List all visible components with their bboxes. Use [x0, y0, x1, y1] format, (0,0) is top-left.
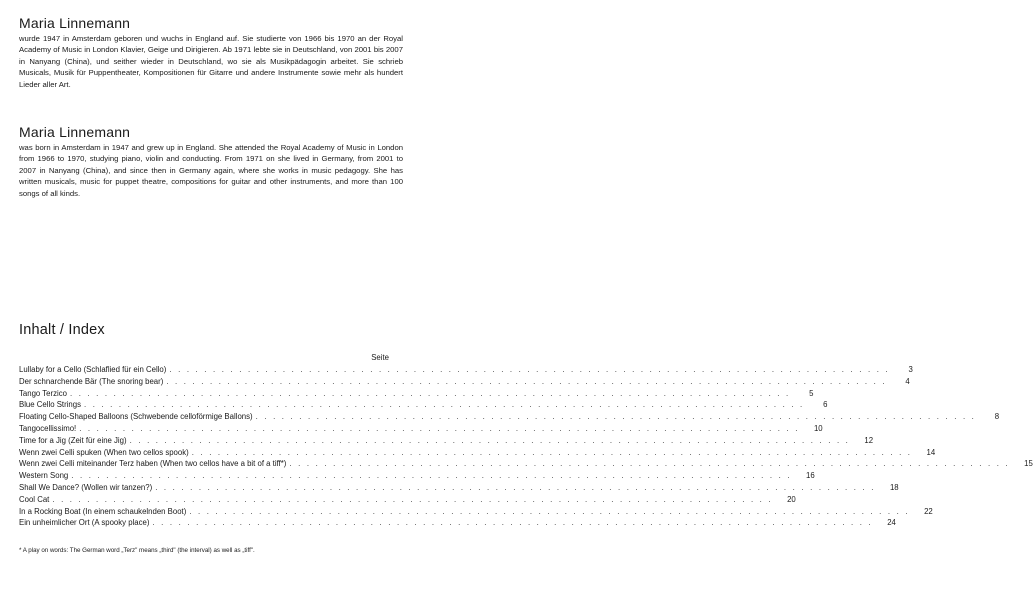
- bio-english: [19, 124, 403, 199]
- toc-entry[interactable]: [19, 506, 933, 518]
- toc-leader: . . . . . . . . . . . . . . . . . . . . . . . . . . . . . . . . . . . . . . . . . . . . . . . . . . . . . . . . . . . . . . . . . . . . . . . . . . . . . . . . . . .: [189, 506, 910, 516]
- toc-entry[interactable]: [19, 435, 874, 447]
- toc-entry-title: Cool Cat: [19, 494, 50, 504]
- toc-entry[interactable]: [19, 470, 815, 482]
- toc-leader: . . . . . . . . . . . . . . . . . . . . . . . . . . . . . . . . . . . . . . . . . . . . . . . . . . . . . . . . . . . . . . . . . . . . . . . . . . . . . . . . . . .: [69, 388, 791, 398]
- toc-entry[interactable]: [19, 447, 936, 459]
- toc-entry-page: 20: [787, 494, 796, 504]
- toc-entry[interactable]: [19, 388, 814, 400]
- toc-leader: . . . . . . . . . . . . . . . . . . . . . . . . . . . . . . . . . . . . . . . . . . . . . . . . . . . . . . . . . . . . . . . . . . . . . . . . . . . . . . . . . . .: [191, 447, 913, 457]
- toc-entry-page: 24: [887, 518, 896, 528]
- toc-entry[interactable]: [19, 458, 1033, 470]
- toc-leader: . . . . . . . . . . . . . . . . . . . . . . . . . . . . . . . . . . . . . . . . . . . . . . . . . . . . . . . . . . . . . . . . . . . . . . . . . . . . . . . . . . .: [83, 400, 805, 410]
- toc-entry-title: Der schnarchende Bär (The snoring bear): [19, 376, 164, 386]
- toc-entry-page: 18: [889, 482, 899, 492]
- toc-entry-title: Tangocellissimo!: [19, 423, 77, 433]
- toc-entry-page: 6: [823, 400, 828, 410]
- toc-entry-title: Western Song: [19, 471, 69, 481]
- toc-leader: . . . . . . . . . . . . . . . . . . . . . . . . . . . . . . . . . . . . . . . . . . . . . . . . . . . . . . . . . . . . . . . . . . . . . . . . . . . . . . . . . . .: [169, 365, 890, 374]
- toc-entry-title: Ein unheimlicher Ort (A spooky place): [19, 518, 150, 528]
- toc-entry-page: 3: [908, 365, 913, 374]
- toc-entry[interactable]: [19, 364, 913, 376]
- toc-leader: . . . . . . . . . . . . . . . . . . . . . . . . . . . . . . . . . . . . . . . . . . . . . . . . . . . . . . . . . . . . . . . . . . . . . . . . . . . . . . . . . . .: [255, 412, 977, 422]
- toc-entry-page: 22: [924, 506, 933, 516]
- page-column-label: Seite: [371, 353, 389, 362]
- toc-leader: . . . . . . . . . . . . . . . . . . . . . . . . . . . . . . . . . . . . . . . . . . . . . . . . . . . . . . . . . . . . . . . . . . . . . . . . . . . . . . . . . . .: [79, 423, 800, 433]
- bio-german: [19, 15, 403, 90]
- table-of-contents: [19, 364, 1033, 529]
- toc-entry[interactable]: [19, 411, 1000, 423]
- bio-english-name: Maria Linnemann: [19, 124, 131, 140]
- bio-german-name: Maria Linnemann: [19, 15, 131, 31]
- toc-entry-page: 12: [864, 435, 874, 445]
- toc-entry-page: 10: [813, 423, 823, 433]
- toc-entry[interactable]: [19, 423, 823, 435]
- toc-entry-title: Shall We Dance? (Wollen wir tanzen?): [19, 482, 153, 492]
- toc-entry[interactable]: [19, 494, 796, 506]
- toc-entry-title: Wenn zwei Celli spuken (When two cellos spook): [19, 447, 189, 457]
- toc-leader: . . . . . . . . . . . . . . . . . . . . . . . . . . . . . . . . . . . . . . . . . . . . . . . . . . . . . . . . . . . . . . . . . . . . . . . . . . . . . . . . . . .: [52, 494, 773, 504]
- toc-leader: . . . . . . . . . . . . . . . . . . . . . . . . . . . . . . . . . . . . . . . . . . . . . . . . . . . . . . . . . . . . . . . . . . . . . . . . . . . . . . . . . . .: [166, 376, 887, 386]
- toc-leader: . . . . . . . . . . . . . . . . . . . . . . . . . . . . . . . . . . . . . . . . . . . . . . . . . . . . . . . . . . . . . . . . . . . . . . . . . . . . . . . . . . .: [152, 518, 873, 528]
- footnote: * A play on words: The German word „Terz" means „third" (the interval) as well as „tiff".: [19, 547, 255, 554]
- toc-entry-title: In a Rocking Boat (In einem schaukelnden Boot): [19, 506, 187, 516]
- toc-entry-page: 5: [809, 388, 814, 398]
- toc-entry-title: Blue Cello Strings: [19, 400, 81, 410]
- toc-entry-title: Wenn zwei Celli miteinander Terz haben (When two cellos have a bit of a tiff*): [19, 459, 287, 469]
- toc-entry[interactable]: [19, 376, 910, 388]
- toc-entry-title: Tango Terzico: [19, 388, 67, 398]
- toc-leader: . . . . . . . . . . . . . . . . . . . . . . . . . . . . . . . . . . . . . . . . . . . . . . . . . . . . . . . . . . . . . . . . . . . . . . . . . . . . . . . . . . .: [289, 459, 1010, 469]
- toc-entry-title: Lullaby for a Cello (Schlaflied für ein Cello): [19, 365, 167, 374]
- toc-entry[interactable]: [19, 399, 828, 411]
- toc-entry-page: 15: [1024, 459, 1033, 469]
- toc-entry-page: 8: [994, 412, 1000, 422]
- toc-entry-page: 14: [926, 447, 936, 457]
- toc-entry-title: Floating Cello-Shaped Balloons (Schwebende celloförmige Ballons): [19, 412, 253, 422]
- bio-german-text: wurde 1947 in Amsterdam geboren und wuchs in England auf. Sie studierte von 1966 bis 1970 an der Royal Academy of Music in London Klavier, Geige und Dirigieren. Ab 1971 lebte sie in Deutschland, von 2001 bis 2007 in Nanyang (China), und seither wieder in Deutschland, wo sie als Musikpädagogin arbeitet. Sie schrieb Musicals, Musik für Puppentheater, Kompositionen für Gitarre und andere Instrumente sowie mehr als hundert Lieder aller Art.: [19, 34, 403, 89]
- index-title: Inhalt / Index: [19, 322, 105, 338]
- toc-leader: . . . . . . . . . . . . . . . . . . . . . . . . . . . . . . . . . . . . . . . . . . . . . . . . . . . . . . . . . . . . . . . . . . . . . . . . . . . . . . . . . . .: [71, 471, 792, 481]
- toc-entry[interactable]: [19, 482, 899, 494]
- toc-leader: . . . . . . . . . . . . . . . . . . . . . . . . . . . . . . . . . . . . . . . . . . . . . . . . . . . . . . . . . . . . . . . . . . . . . . . . . . . . . . . . . . .: [129, 435, 851, 445]
- toc-leader: . . . . . . . . . . . . . . . . . . . . . . . . . . . . . . . . . . . . . . . . . . . . . . . . . . . . . . . . . . . . . . . . . . . . . . . . . . . . . . . . . . .: [155, 482, 876, 492]
- toc-entry-title: Time for a Jig (Zeit für eine Jig): [19, 435, 127, 445]
- toc-entry-page: 4: [905, 376, 910, 386]
- toc-entry[interactable]: [19, 517, 896, 529]
- bio-english-text: was born in Amsterdam in 1947 and grew up in England. She attended the Royal Academy of Music in London from 1966 to 1970, studying piano, violin and conducting. From 1971 on she lived in Germany, from 2001 to 2007 in Nanyang (China), and since then in Germany again, where she works in music pedagogy. She has written musicals, music for puppet theatre, compositions for guitar and other instruments, and more than 100 songs of all kinds.: [19, 143, 403, 198]
- toc-entry-page: 16: [806, 471, 815, 481]
